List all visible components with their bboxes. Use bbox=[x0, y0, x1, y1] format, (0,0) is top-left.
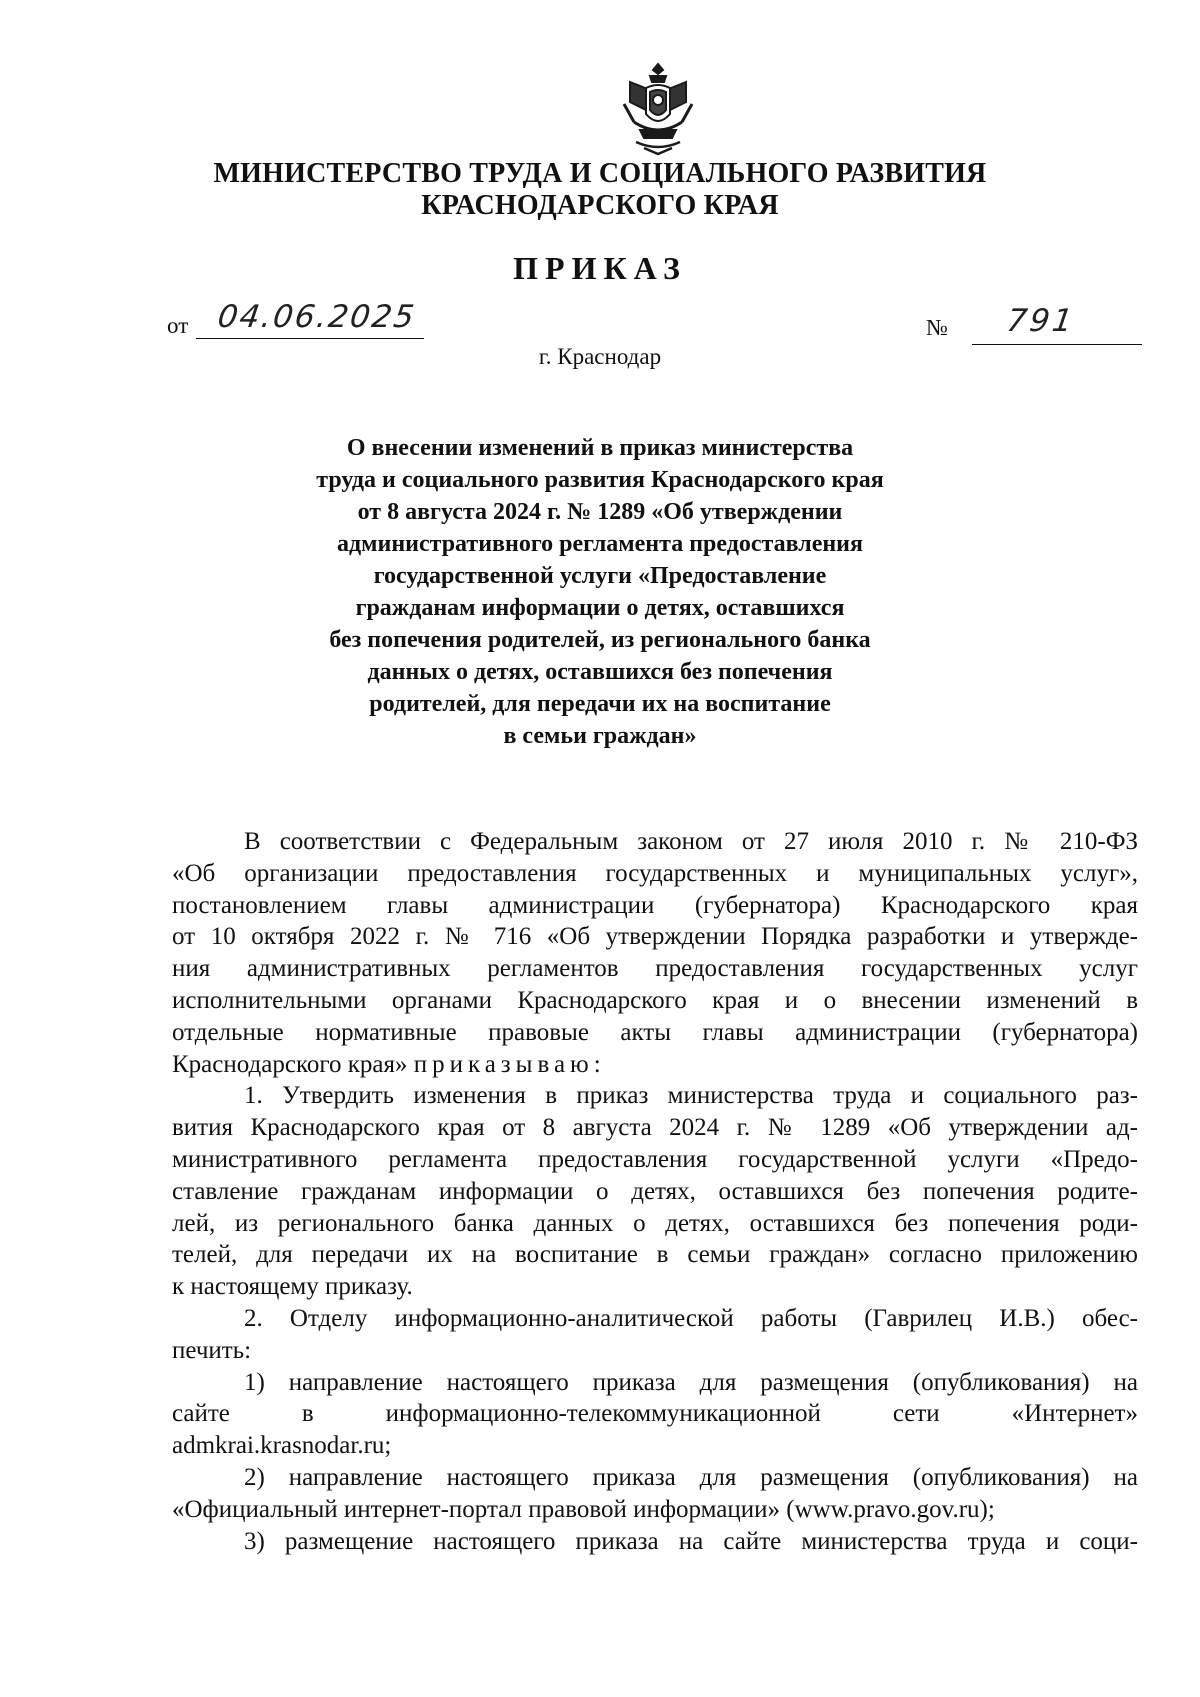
body-line: постановлением главы администрации (губернатора) Краснодарского края bbox=[172, 891, 1138, 919]
body-line: admkrai.krasnodar.ru; bbox=[172, 1432, 392, 1460]
body-line: 3) размещение настоящего приказа на сайте министерства труда и соци- bbox=[244, 1527, 1138, 1555]
order-verb: приказываю: bbox=[413, 1050, 606, 1078]
subject-line: О внесении изменений в приказ министерства bbox=[346, 435, 854, 461]
body-line: исполнительными органами Краснодарского края и о внесении изменений в bbox=[172, 986, 1138, 1014]
subject-line: гражданам информации о детях, оставшихся bbox=[355, 595, 845, 621]
subject-line: родителей, для передачи их на воспитание bbox=[369, 691, 831, 717]
body-line: министративного регламента предоставления государственной услуги «Предо- bbox=[172, 1145, 1138, 1173]
subject-line: без попечения родителей, из регионального банка bbox=[329, 627, 871, 653]
handwritten-number: 791 bbox=[1004, 303, 1078, 339]
number-label: № bbox=[926, 315, 948, 340]
body-line: ставление гражданам информации о детях, оставшихся без попечения родите- bbox=[172, 1177, 1138, 1205]
body-line: «Официальный интернет-портал правовой информации» (www.pravo.gov.ru); bbox=[172, 1495, 995, 1523]
document-type-title: ПРИКАЗ bbox=[513, 250, 687, 286]
body-line-prefix: Краснодарского края» bbox=[172, 1050, 408, 1078]
coat-of-arms-emblem bbox=[616, 60, 700, 158]
city-name: г. Краснодар bbox=[538, 344, 662, 369]
body-line: вития Краснодарского края от 8 августа 2024 г. № 1289 «Об утверждении ад- bbox=[172, 1114, 1138, 1142]
body-line: 2) направление настоящего приказа для размещения (опубликования) на bbox=[244, 1463, 1138, 1491]
subject-line: данных о детях, оставшихся без попечения bbox=[367, 659, 833, 685]
body-line: сайте в информационно-телекоммуникационной сети «Интернет» bbox=[172, 1400, 1138, 1428]
body-line: В соответствии с Федеральным законом от 27 июля 2010 г. № 210-ФЗ bbox=[244, 828, 1138, 855]
subject-line: от 8 августа 2024 г. № 1289 «Об утверждении bbox=[357, 499, 843, 525]
subject-line: административного регламента предоставления bbox=[337, 531, 863, 557]
body-line: лей, из регионального банка данных о детях, оставшихся без попечения роди- bbox=[172, 1209, 1138, 1237]
body-line: отдельные нормативные правовые акты главы администрации (губернатора) bbox=[172, 1018, 1138, 1046]
subject-line: труда и социального развития Краснодарского края bbox=[316, 467, 884, 493]
ministry-name-line-2: КРАСНОДАРСКОГО КРАЯ bbox=[421, 190, 779, 221]
ministry-name-line-1: МИНИСТЕРСТВО ТРУДА И СОЦИАЛЬНОГО РАЗВИТИЯ bbox=[213, 158, 987, 189]
body-line: «Об организации предоставления государственных и муниципальных услуг», bbox=[172, 859, 1138, 887]
body-line: 1) направление настоящего приказа для размещения (опубликования) на bbox=[244, 1368, 1138, 1396]
body-line: телей, для передачи их на воспитание в семьи граждан» согласно приложению bbox=[172, 1241, 1138, 1269]
date-underline bbox=[196, 338, 424, 339]
order-body-text bbox=[172, 826, 1138, 1557]
subject-line: государственной услуги «Предоставление bbox=[373, 563, 827, 589]
body-line: 2. Отделу информационно-аналитической работы (Гаврилец И.В.) обес- bbox=[244, 1304, 1138, 1332]
body-line: 1. Утвердить изменения в приказ министерства труда и социального раз- bbox=[244, 1082, 1138, 1110]
body-line: к настоящему приказу. bbox=[172, 1273, 413, 1301]
body-line: от 10 октября 2022 г. № 716 «Об утверждении Порядка разработки и утвержде- bbox=[172, 923, 1138, 951]
body-line: печить: bbox=[172, 1336, 252, 1364]
date-label: от bbox=[167, 313, 189, 338]
subject-line: в семьи граждан» bbox=[503, 723, 697, 749]
body-line bbox=[172, 1049, 1138, 1081]
body-line: ния административных регламентов предоставления государственных услуг bbox=[172, 955, 1138, 983]
order-subject-heading bbox=[250, 432, 950, 752]
handwritten-date: 04.06.2025 bbox=[215, 299, 419, 335]
